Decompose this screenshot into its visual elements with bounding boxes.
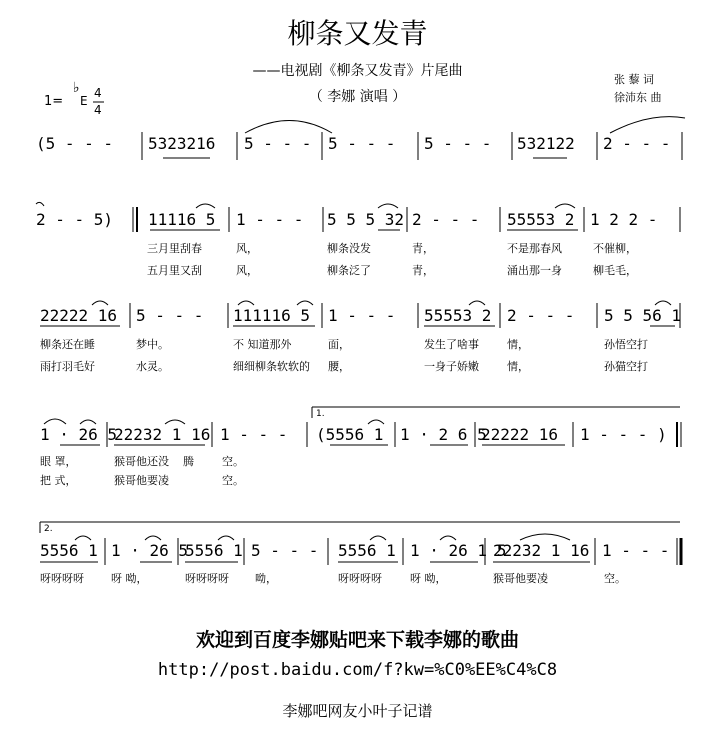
promo-url-link[interactable]: http://post.baidu.com/f?kw=%C0%EE%C4%C8 (157, 660, 558, 680)
lyric: 腾 (183, 455, 194, 468)
measure: 5 - - - (251, 541, 319, 560)
lyric: 孙猫空打 (604, 360, 648, 373)
measure: 55553 2 (424, 306, 492, 325)
lyric: 涌出那一身 (507, 264, 562, 277)
measure: 5 5 56 1 (604, 306, 682, 325)
lyric: 发生了啥事 (424, 338, 479, 351)
key-label: 1= (44, 94, 64, 109)
measure: 1 · 2 6 5 (400, 425, 487, 444)
lyric: 把 式， (40, 474, 77, 487)
lyric: 空。 (222, 474, 244, 487)
lyric: 呀呀呀呀 (40, 572, 84, 585)
lyric: 一身子娇嫩 (424, 360, 479, 373)
measure: 5 - - - (328, 134, 396, 153)
measure: 1 · 26 5 (111, 541, 189, 560)
measure: 2 - - - (603, 134, 671, 153)
lyric: 眼 罩， (40, 455, 77, 468)
lyric: 梦中。 (136, 338, 169, 351)
lyric: 五月里又刮 (147, 264, 202, 277)
time-signature-top: 4 (94, 86, 102, 100)
measure: 1 - - - (220, 425, 288, 444)
song-title: 柳条又发青 (287, 17, 428, 50)
measure: 5556 1 (40, 541, 98, 560)
lyric: 呦， (255, 572, 277, 585)
lyric: 呀 呦， (111, 572, 148, 585)
lyric: 不催柳， (593, 242, 637, 255)
lyric: 细细柳条软软的 (233, 360, 310, 373)
measure: 111116 5 (233, 306, 311, 325)
measure: 1 - - - (236, 210, 304, 229)
lyric: 青， (412, 242, 434, 255)
lyric: 柳条没发 (327, 242, 371, 255)
measure: 11116 5 (148, 210, 216, 229)
measure: 22222 16 (481, 425, 559, 444)
lyric: 水灵。 (136, 360, 169, 373)
measure: 532122 (517, 134, 575, 153)
singer-credit: （ 李娜 演唱 ） (308, 89, 407, 105)
lyric: 呀呀呀呀 (338, 572, 382, 585)
lyric: 猴哥他还没 (114, 455, 169, 468)
measure: 1 - - - (602, 541, 670, 560)
download-promo-text: 欢迎到百度李娜贴吧来下载李娜的歌曲 (195, 629, 519, 651)
measure: 5 - - - (424, 134, 492, 153)
lyric: 不是那春风 (507, 242, 562, 255)
measure: 22232 1 16 (493, 541, 590, 560)
lyric: 柳条泛了 (327, 264, 371, 277)
lyric: 情， (507, 338, 529, 351)
lyric: 不 知道那外 (233, 338, 292, 351)
lyric: 雨打羽毛好 (40, 360, 95, 373)
lyric: 腰， (328, 360, 350, 373)
measure: 22222 16 (40, 306, 118, 325)
measure: 5556 1 (338, 541, 396, 560)
measure: 5 5 5 32 (327, 210, 405, 229)
composer-credit: 徐沛东 曲 (614, 91, 662, 104)
lyricist-credit: 张 藜 词 (614, 73, 654, 86)
transcriber-credit: 李娜吧网友小叶子记谱 (282, 702, 433, 720)
time-signature-bottom: 4 (94, 103, 102, 117)
measure: 55553 2 (507, 210, 575, 229)
measure: 22232 1 16 (114, 425, 211, 444)
measure: 5323216 (148, 134, 216, 153)
measure: 2 - - 5) (36, 210, 114, 229)
lyric: 柳条还在睡 (40, 338, 95, 351)
song-subtitle: ——电视剧《柳条又发青》片尾曲 (252, 63, 463, 79)
volta-2-label: 2. (44, 524, 53, 534)
key-flat-sign: ♭ (73, 80, 80, 96)
measure: 1 · 26 5 (40, 425, 118, 444)
measure: (5556 1 (316, 425, 384, 444)
lyric: 面， (328, 338, 350, 351)
lyric: 猴哥他要凌 (114, 474, 169, 487)
lyric: 情， (507, 360, 529, 373)
volta-1-label: 1. (316, 409, 325, 419)
lyric: 三月里刮春 (147, 242, 202, 255)
lyric: 空。 (222, 455, 244, 468)
measure: 1 · 26 1 5 (410, 541, 507, 560)
measure: 1 - - - ) (580, 425, 667, 444)
measure: 1 2 2 - (590, 210, 658, 229)
measure: 2 - - - (507, 306, 575, 325)
key-note: E (80, 94, 88, 108)
lyric: 风， (236, 242, 258, 255)
measure: (5 - - - (36, 134, 114, 153)
lyric: 风， (236, 264, 258, 277)
measure: 5556 1 (185, 541, 243, 560)
lyric: 猴哥他要凌 (493, 572, 548, 585)
lyric: 呀呀呀呀 (185, 572, 229, 585)
measure: 2 - - - (412, 210, 480, 229)
lyric: 青， (412, 264, 434, 277)
lyric: 柳毛毛， (593, 264, 637, 277)
lyric: 孙悟空打 (604, 338, 648, 351)
measure: 1 - - - (328, 306, 396, 325)
lyric: 呀 呦， (410, 572, 447, 585)
lyric: 空。 (604, 572, 626, 585)
measure: 5 - - - (136, 306, 204, 325)
measure: 5 - - - (244, 134, 312, 153)
